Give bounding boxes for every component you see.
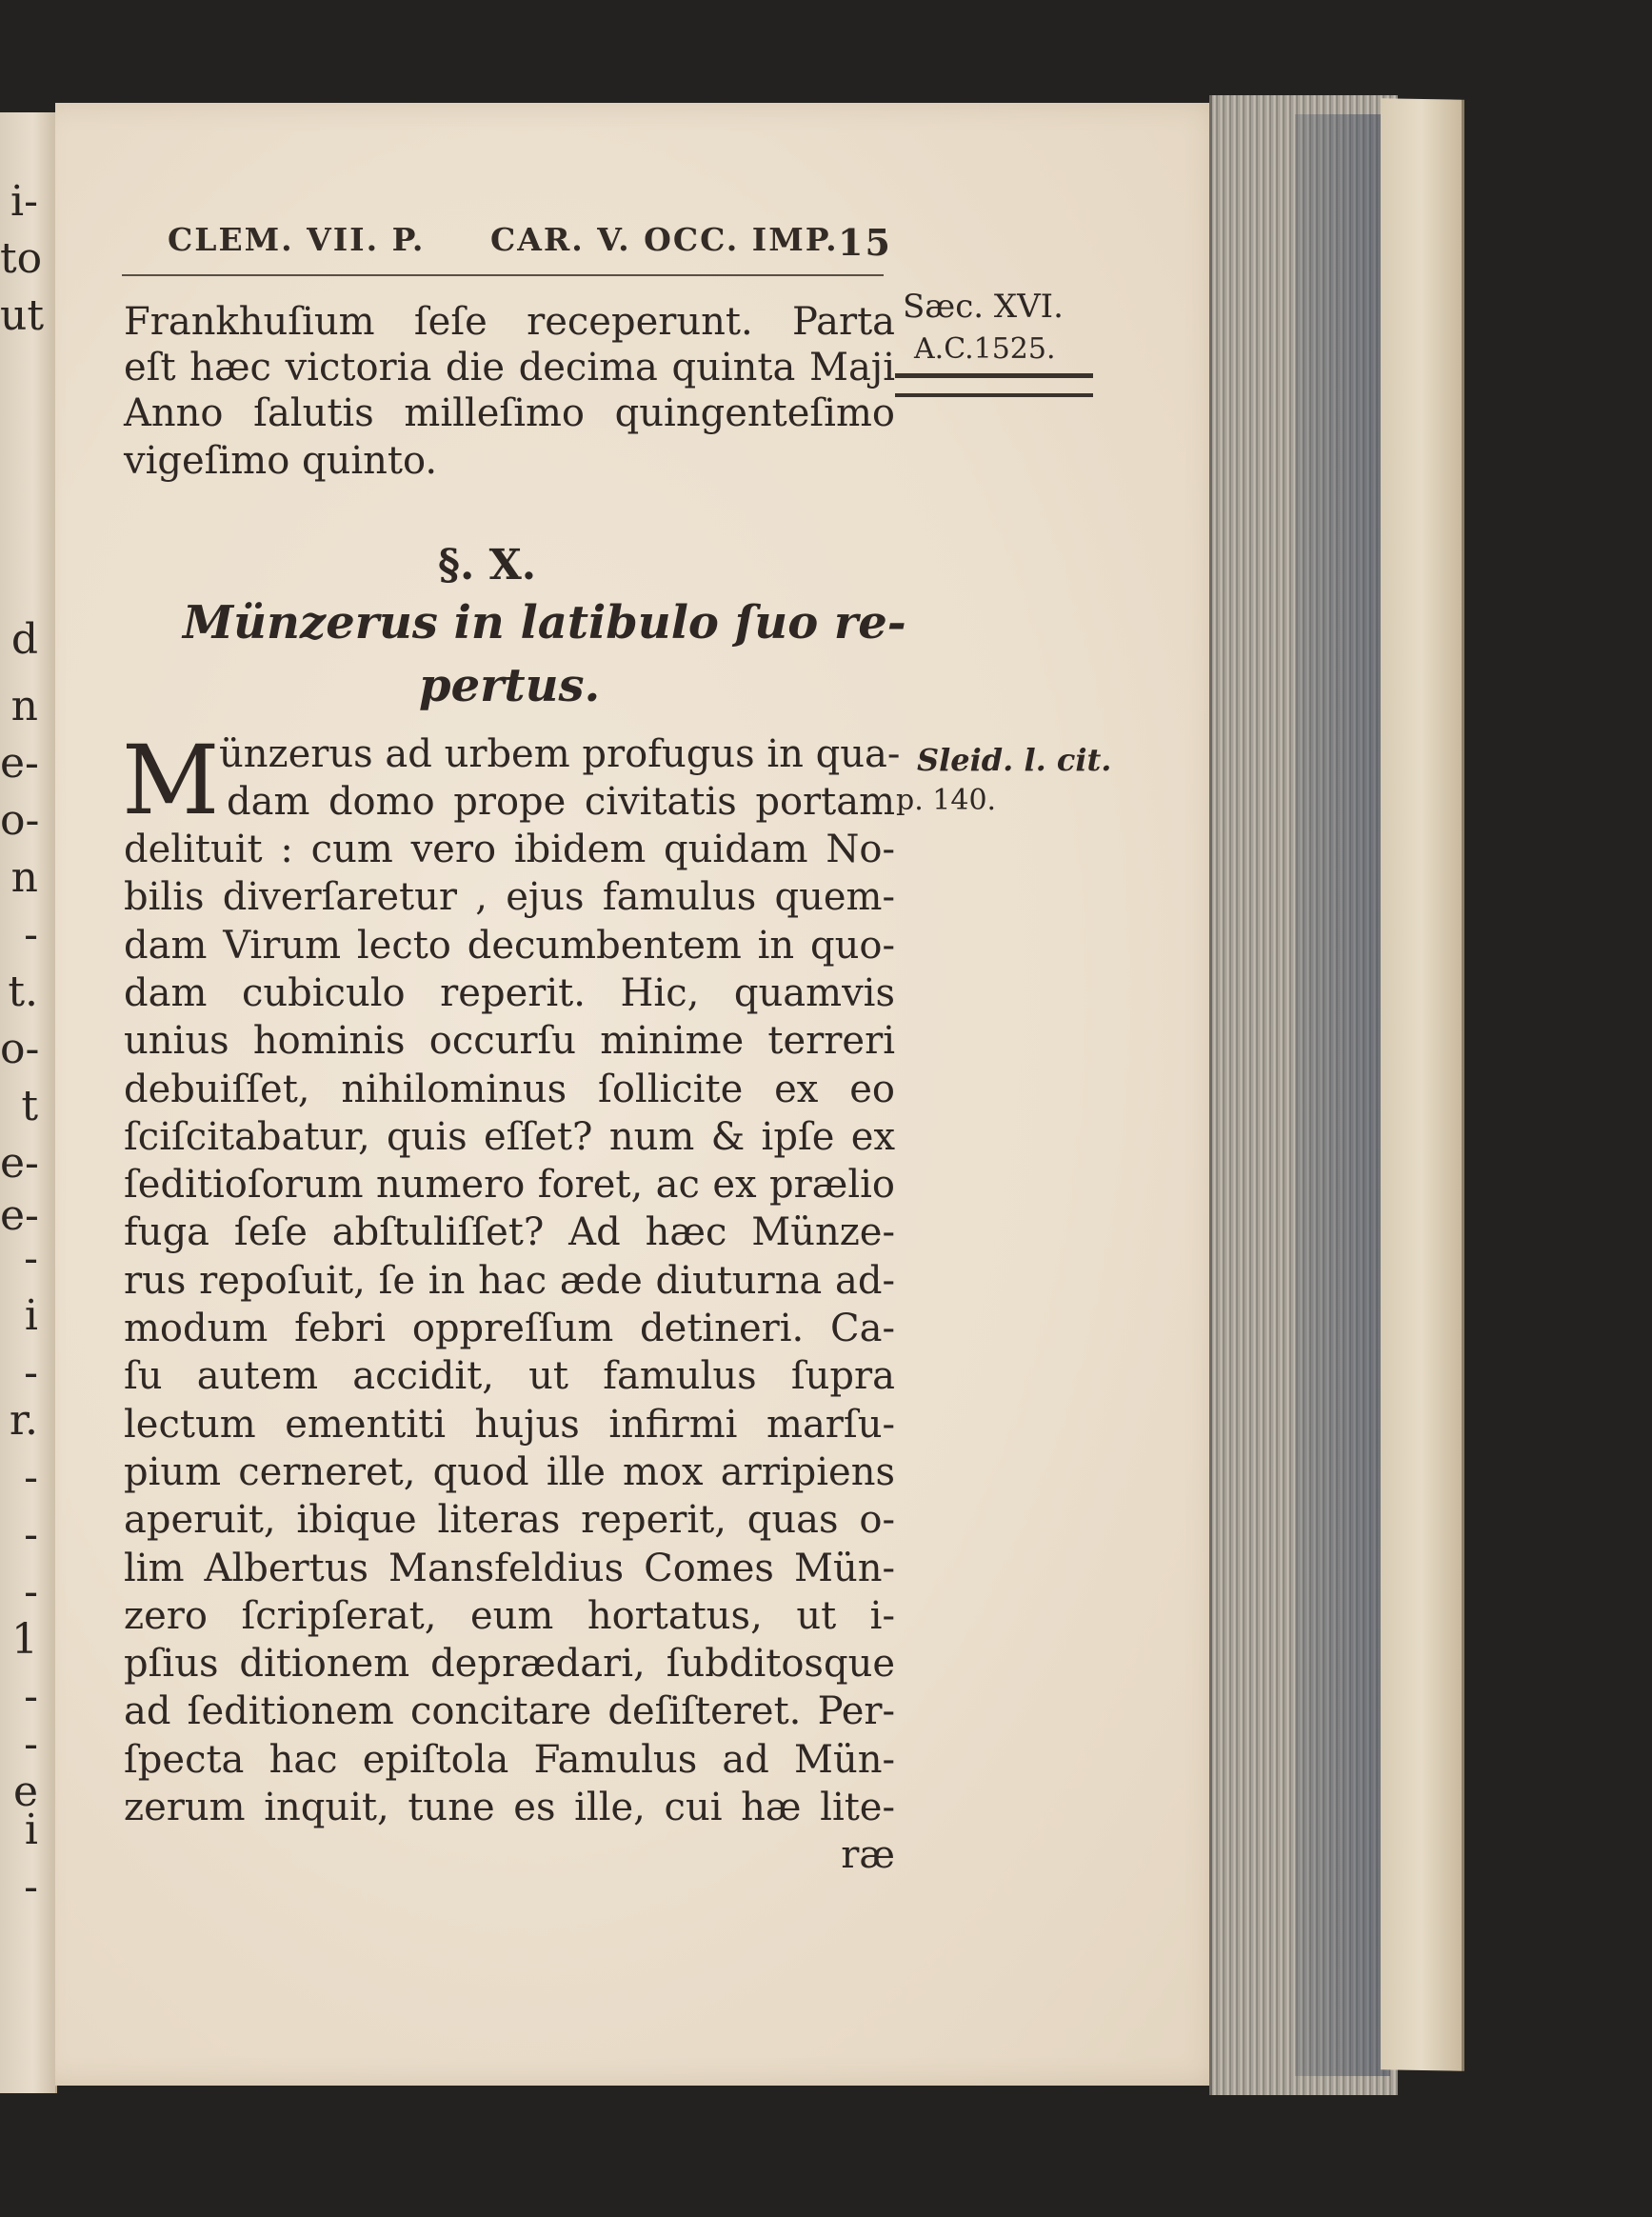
left-page-fragment: i [24,1806,38,1854]
margin-note-rule-1 [895,373,1093,378]
left-page-fragment: - [24,1453,38,1502]
left-page-fragment: r. [9,1396,38,1445]
section-number: §. X. [438,541,537,589]
left-page-fragment: - [24,1348,38,1397]
body-text-line: ſeditioſorum numero foret, ac ex prælio [124,1163,895,1207]
left-page-fragment: ut [0,291,45,340]
left-page-fragment: - [24,1720,38,1768]
body-text-line: modum febri oppreſſum detineri. Ca- [124,1307,895,1350]
body-text-line: dam Virum lecto decumbentem in quo- [124,924,895,968]
body-text-line: ſu autem accidit, ut famulus ſupra [124,1354,895,1398]
body-text-line: aperuit, ibique literas reperit, quas o- [124,1498,895,1542]
left-page-fragment: o- [0,796,40,845]
body-text-line: lectum ementiti hujus infirmi marſu- [124,1403,895,1447]
left-page-fragment: e [12,1768,38,1816]
section-title-line-1: Münzerus in latibulo ſuo re- [183,596,906,649]
left-page-fragment: - [24,1863,38,1911]
page-number: 15 [838,221,892,264]
margin-note-reference: Sleid. l. cit. [917,742,1112,778]
left-page-fragment: 1 [11,1615,38,1664]
left-page-fragment: - [24,1672,38,1721]
section-title-line-2: pertus. [419,659,601,712]
body-text-line: zero ſcripſerat, eum hortatus, ut i- [124,1594,895,1638]
left-page-fragment: to [0,234,43,283]
body-text-line: ünzerus ad urbem profugus in qua- [219,732,901,776]
left-page-fragment: o- [0,1025,40,1073]
margin-note-anno: A.C.1525. [914,332,1056,366]
body-text-line: debuiſſet, nihilominus ſollicite ex eo [124,1068,895,1111]
catchword: ræ [841,1833,895,1877]
left-page-edge [0,112,57,2093]
body-text-line: pſius ditionem deprædari, ſubditosque [124,1642,895,1686]
header-rule [122,274,884,276]
body-text-line: ſciſcitabatur, quis eſſet? num & ipſe ex [124,1115,895,1159]
body-text-line: lim Albertus Mansfeldius Comes Mün- [124,1547,895,1590]
left-page-fragment: t. [8,968,38,1016]
left-page-fragment: - [24,910,38,959]
book-cover-edge [1381,98,1464,2071]
running-head-left: CLEM. VII. P. [168,221,426,258]
left-page-fragment: i [24,1291,38,1340]
left-page-fragment: e- [0,739,39,788]
left-page-fragment: n [10,853,38,902]
intro-text-line: vigeſimo quinto. [124,439,438,483]
left-page-fragment: - [24,1510,38,1559]
body-text-line: dam cubiculo reperit. Hic, quamvis [124,971,895,1015]
body-text-line: unius hominis occurſu minime terreri [124,1019,895,1063]
body-text-line: pium cerneret, quod ille mox arripiens [124,1450,895,1494]
left-page-fragment: d [10,615,38,664]
running-head-center: CAR. V. OCC. IMP. [490,221,839,258]
left-page-fragment: - [24,1568,38,1616]
margin-note-page: p. 140. [896,784,997,817]
body-text-line: dam domo prope civitatis portam [227,780,895,824]
margin-note-saeculum: Sæc. XVI. [903,288,1064,326]
left-page-fragment: t [21,1082,38,1130]
intro-text-line: Frankhuſium ſeſe receperunt. Parta [124,300,895,344]
left-page-fragment: - [24,1234,38,1283]
body-text-line: delituit : cum vero ibidem quidam No- [124,828,895,871]
margin-note-rule-2 [895,393,1093,397]
body-text-line: rus repoſuit, ſe in hac æde diuturna ad- [124,1259,895,1303]
body-text-line: bilis diverſaretur , ejus famulus quem- [124,875,895,919]
left-page-fragment: e- [0,1139,39,1188]
left-page-fragment: e- [0,1191,39,1240]
body-text-line: ſpecta hac epiſtola Famulus ad Mün- [124,1738,895,1782]
fore-edge-shading [1295,114,1390,2076]
left-page-fragment: i- [10,177,38,226]
body-text-line: zerum inquit, tune es ille, cui hæ lite- [124,1786,895,1829]
intro-text-line: eſt hæc victoria die decima quinta Maji [124,346,895,389]
body-text-line: fuga ſeſe abſtuliſſet? Ad hæc Münze- [124,1210,895,1254]
left-page-fragment: n [10,682,38,730]
drop-cap: M [122,725,220,836]
body-text-line: ad ſeditionem concitare deſiſteret. Per- [124,1689,895,1733]
intro-text-line: Anno ſalutis milleſimo quingenteſimo [124,391,895,435]
